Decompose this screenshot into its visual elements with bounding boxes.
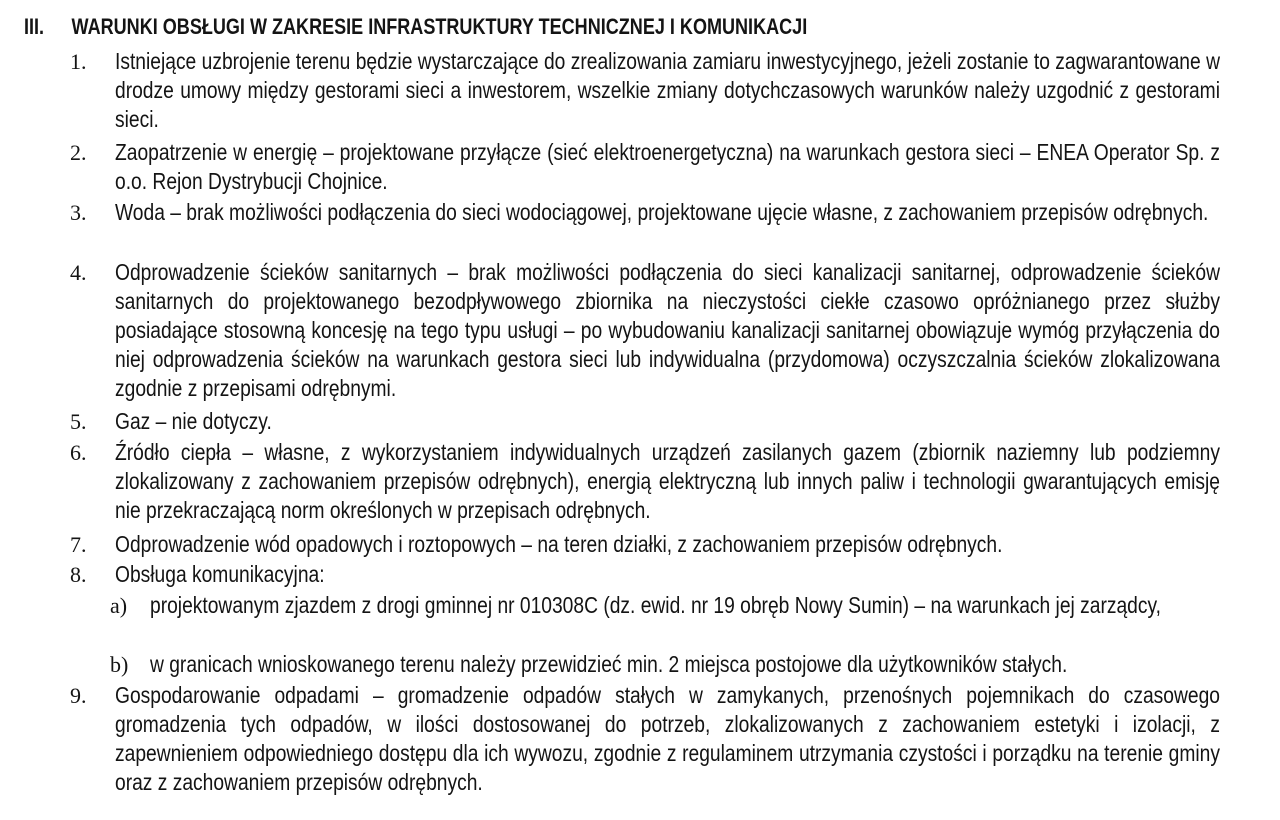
- sub-item-text: w granicach wnioskowanego terenu należy przewidzieć min. 2 miejsca postojowe dla użytkowników stałych.: [150, 651, 1068, 677]
- item-text: Gaz – nie dotyczy.: [115, 408, 272, 434]
- item-text: Obsługa komunikacyjna:: [115, 561, 325, 587]
- item-number: 6.: [70, 440, 87, 465]
- sub-item-label: b): [110, 652, 129, 677]
- item-number: 9.: [70, 683, 87, 708]
- item-text: Odprowadzenie ścieków sanitarnych – brak możliwości podłączenia do sieci kanalizacji sanitarnej, odprowadzenie ścieków sanitarnych do projektowanego bezodpływowego zbiornika na nieczystości ciekłe czasowo opróżnianego przez służby posiadające stosowną koncesję na tego typu usługi – po wybudowaniu kanalizacji sanitarnej obowiązuje wymóg przyłączenia do niej odprowadzenia ścieków na warunkach gestora sieci lub indywidualna (przydomowa) oczyszczalnia ścieków zlokalizowana zgodnie z przepisami odrębnymi.: [115, 259, 1220, 401]
- item-number: 4.: [70, 260, 87, 285]
- item-number: 8.: [70, 562, 87, 587]
- item-number: 2.: [70, 140, 87, 165]
- item-number: 7.: [70, 532, 87, 557]
- item-text: Gospodarowanie odpadami – gromadzenie odpadów stałych w zamykanych, przenośnych pojemnikach do czasowego gromadzenia tych odpadów, w ilości dostosowanej do potrzeb, zlokalizowanych z zachowaniem estetyki i izolacji, z zapewnieniem odpowiedniego dostępu dla ich wywozu, zgodnie z regulaminem utrzymania czystości i porządku na terenie gminy oraz z zachowaniem przepisów odrębnych.: [115, 682, 1220, 795]
- sub-item-text: projektowanym zjazdem z drogi gminnej nr 010308C (dz. ewid. nr 19 obręb Nowy Sumin) – na warunkach jej zarządcy,: [150, 592, 1162, 618]
- sub-item-label: a): [110, 593, 128, 618]
- item-number: 5.: [70, 409, 87, 434]
- section-title: WARUNKI OBSŁUGI W ZAKRESIE INFRASTRUKTURY TECHNICZNEJ I KOMUNIKACJI: [71, 14, 808, 39]
- item-text: Odprowadzenie wód opadowych i roztopowych – na teren działki, z zachowaniem przepisów odrębnych.: [115, 531, 1003, 557]
- item-number: 3.: [70, 200, 87, 225]
- item-text: Istniejące uzbrojenie terenu będzie wystarczające do zrealizowania zamiaru inwestycyjnego, jeżeli zostanie to zagwarantowane w drodze umowy między gestorami sieci a inwestorem, wszelkie zmiany dotychczasowych warunków należy uzgodnić z gestorami sieci.: [115, 48, 1220, 132]
- section-heading: [24, 12, 807, 42]
- item-number: 1.: [70, 49, 87, 74]
- item-text: Woda – brak możliwości podłączenia do sieci wodociągowej, projektowane ujęcie własne, z zachowaniem przepisów odrębnych.: [115, 199, 1209, 225]
- item-text: Źródło ciepła – własne, z wykorzystaniem indywidualnych urządzeń zasilanych gazem (zbiornik naziemny lub podziemny zlokalizowany z zachowaniem przepisów odrębnych), energią elektryczną lub innych paliw i technologii gwarantujących emisję nie przekraczającą norm określonych w przepisach odrębnych.: [115, 439, 1220, 523]
- section-numeral: III.: [24, 14, 45, 39]
- item-text: Zaopatrzenie w energię – projektowane przyłącze (sieć elektroenergetyczna) na warunkach gestora sieci – ENEA Operator Sp. z o.o. Rejon Dystrybucji Chojnice.: [115, 139, 1220, 194]
